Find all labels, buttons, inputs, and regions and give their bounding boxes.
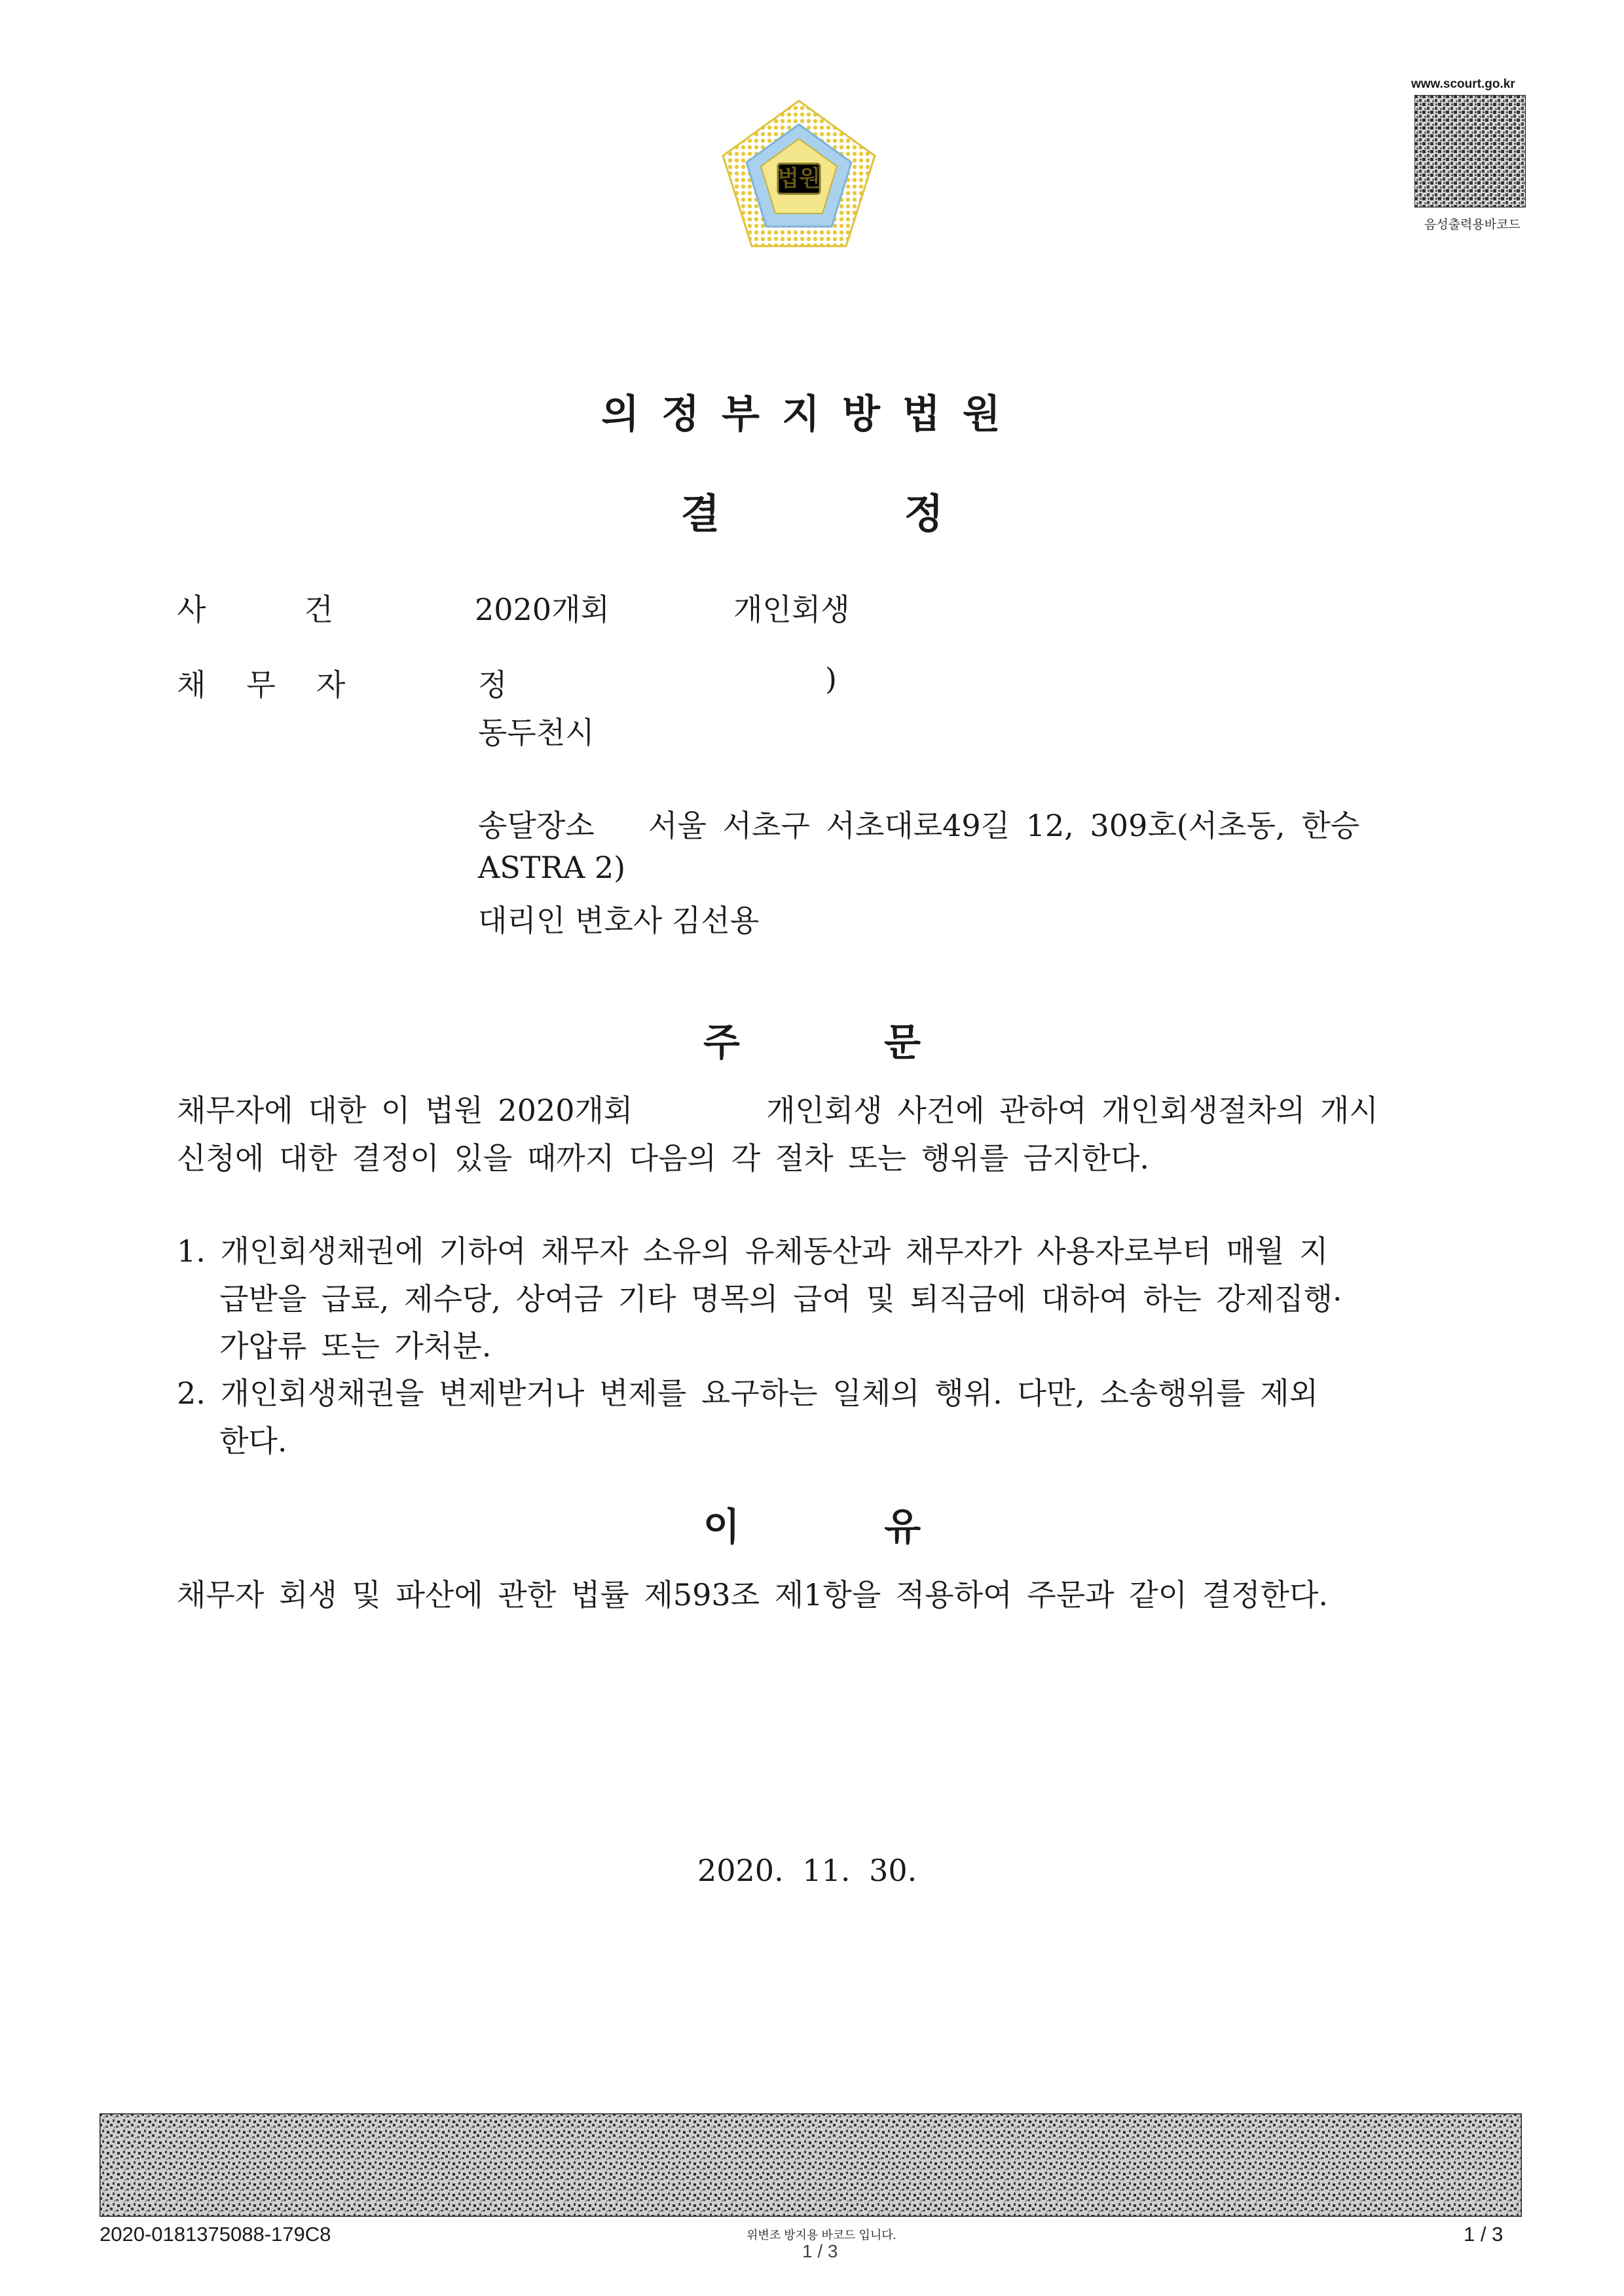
- case-type: 개인회생: [733, 592, 850, 627]
- barcode-caption: 음성출력용바코드: [1424, 218, 1521, 232]
- document-title: 결 정: [680, 490, 944, 538]
- agent: 대리인 변호사 김선용: [478, 903, 760, 938]
- order-item2-line1: 2. 개인회생채권을 변제받거나 변제를 요구하는 일체의 행위. 다만, 소송행위를 제외: [177, 1376, 1319, 1411]
- page-number-center: 1 / 3: [802, 2241, 838, 2261]
- anti-forgery-barcode: [100, 2113, 1522, 2217]
- debtor-address: 동두천시: [478, 715, 595, 750]
- order-item1-line3: 가압류 또는 가처분.: [219, 1328, 492, 1364]
- reason-text: 채무자 회생 및 파산에 관한 법률 제593조 제1항을 적용하여 주문과 같이 결정한다.: [177, 1577, 1329, 1613]
- service-address-line2: ASTRA 2): [478, 850, 626, 885]
- page-number-right: 1 / 3: [1464, 2223, 1504, 2246]
- court-title: 의정부지방법원: [601, 392, 1023, 437]
- qr-barcode: [1414, 95, 1526, 208]
- anti-forgery-caption: 위변조 방지용 바코드 입니다.: [747, 2229, 896, 2242]
- order-item1-line2: 급받을 급료, 제수당, 상여금 기타 명목의 급여 및 퇴직금에 대하여 하는 강제집행·: [219, 1281, 1342, 1317]
- order-heading: 주 문: [703, 1020, 921, 1065]
- debtor-paren: ): [825, 661, 837, 697]
- reason-heading: 이 유: [703, 1504, 921, 1549]
- site-url: www.scourt.go.kr: [1411, 77, 1515, 91]
- service-label: 송달장소: [478, 808, 595, 843]
- decision-date: 2020. 11. 30.: [697, 1853, 917, 1888]
- debtor-label: 채무자: [177, 667, 386, 702]
- order-intro-line2: 신청에 대한 결정이 있을 때까지 다음의 각 절차 또는 행위를 금지한다.: [177, 1140, 1150, 1176]
- order-intro-line1b: 개인회생 사건에 관하여 개인회생절차의 개시: [766, 1093, 1378, 1128]
- service-address-line1: 서울 서초구 서초대로49길 12, 309호(서초동, 한승: [648, 808, 1360, 843]
- case-label: 사건: [177, 592, 432, 627]
- court-seal-icon: [720, 98, 877, 249]
- document-id: 2020-0181375088-179C8: [100, 2223, 331, 2246]
- debtor-name: 정: [478, 667, 507, 702]
- order-item2-line2: 한다.: [219, 1423, 287, 1459]
- order-item1-line1: 1. 개인회생채권에 기하여 채무자 소유의 유체동산과 채무자가 사용자로부터 매월 지: [177, 1233, 1329, 1269]
- case-number: 2020개회: [475, 592, 610, 627]
- seal-text: 법원: [777, 166, 821, 192]
- order-intro-line1a: 채무자에 대한 이 법원 2020개회: [177, 1093, 633, 1128]
